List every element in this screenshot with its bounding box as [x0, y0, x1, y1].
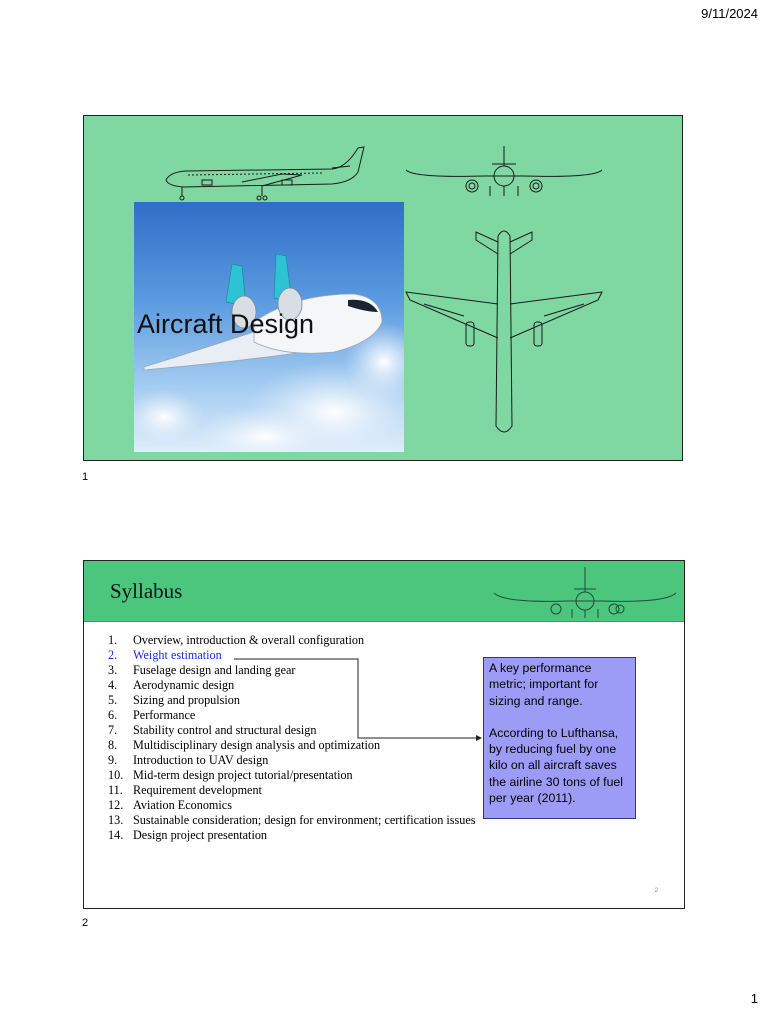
list-item: 5. Sizing and propulsion — [108, 693, 240, 707]
slide-1 — [83, 115, 683, 461]
aircraft-side-view-drawing — [162, 142, 372, 204]
aircraft-top-view-drawing — [404, 226, 604, 441]
slide-2 — [83, 560, 685, 909]
list-item: 11. Requirement development — [108, 783, 262, 797]
page-number: 1 — [750, 991, 758, 1006]
list-item: 6. Performance — [108, 708, 196, 722]
list-item: 9. Introduction to UAV design — [108, 753, 269, 767]
list-item-weight-estimation: 2. Weight estimation — [108, 648, 222, 662]
note-paragraph-2: According to Lufthansa, by reducing fuel by one kilo on all aircraft saves the airline 30 tons of fuel per year (2011). — [489, 725, 623, 806]
list-item: 14. Design project presentation — [108, 828, 268, 842]
slide-2-title: Syllabus — [110, 579, 183, 603]
list-item: 10. Mid-term design project tutorial/presentation — [108, 768, 353, 782]
list-item: 1. Overview, introduction & overall configuration — [108, 633, 365, 647]
note-paragraph-1: A key performance metric; important for sizing and range. — [489, 661, 599, 708]
list-item: 13. Sustainable consideration; design for environment; certification issues — [108, 813, 476, 827]
aircraft-front-view-drawing — [404, 142, 604, 202]
list-item: 8. Multidisciplinary design analysis and optimization — [108, 738, 381, 752]
list-item: 12. Aviation Economics — [108, 798, 232, 812]
slide-inner-page-number: 2 — [654, 888, 658, 894]
list-item: 3. Fuselage design and landing gear — [108, 663, 296, 677]
list-item: 7. Stability control and structural design — [108, 723, 317, 737]
callout-note-box — [483, 657, 636, 819]
slide-2-number: 2 — [82, 917, 89, 929]
list-item: 4. Aerodynamic design — [108, 678, 235, 692]
page-date: 9/11/2024 — [701, 6, 758, 21]
slide-1-title: Aircraft Design — [137, 309, 315, 339]
slide-1-number: 1 — [82, 471, 89, 483]
